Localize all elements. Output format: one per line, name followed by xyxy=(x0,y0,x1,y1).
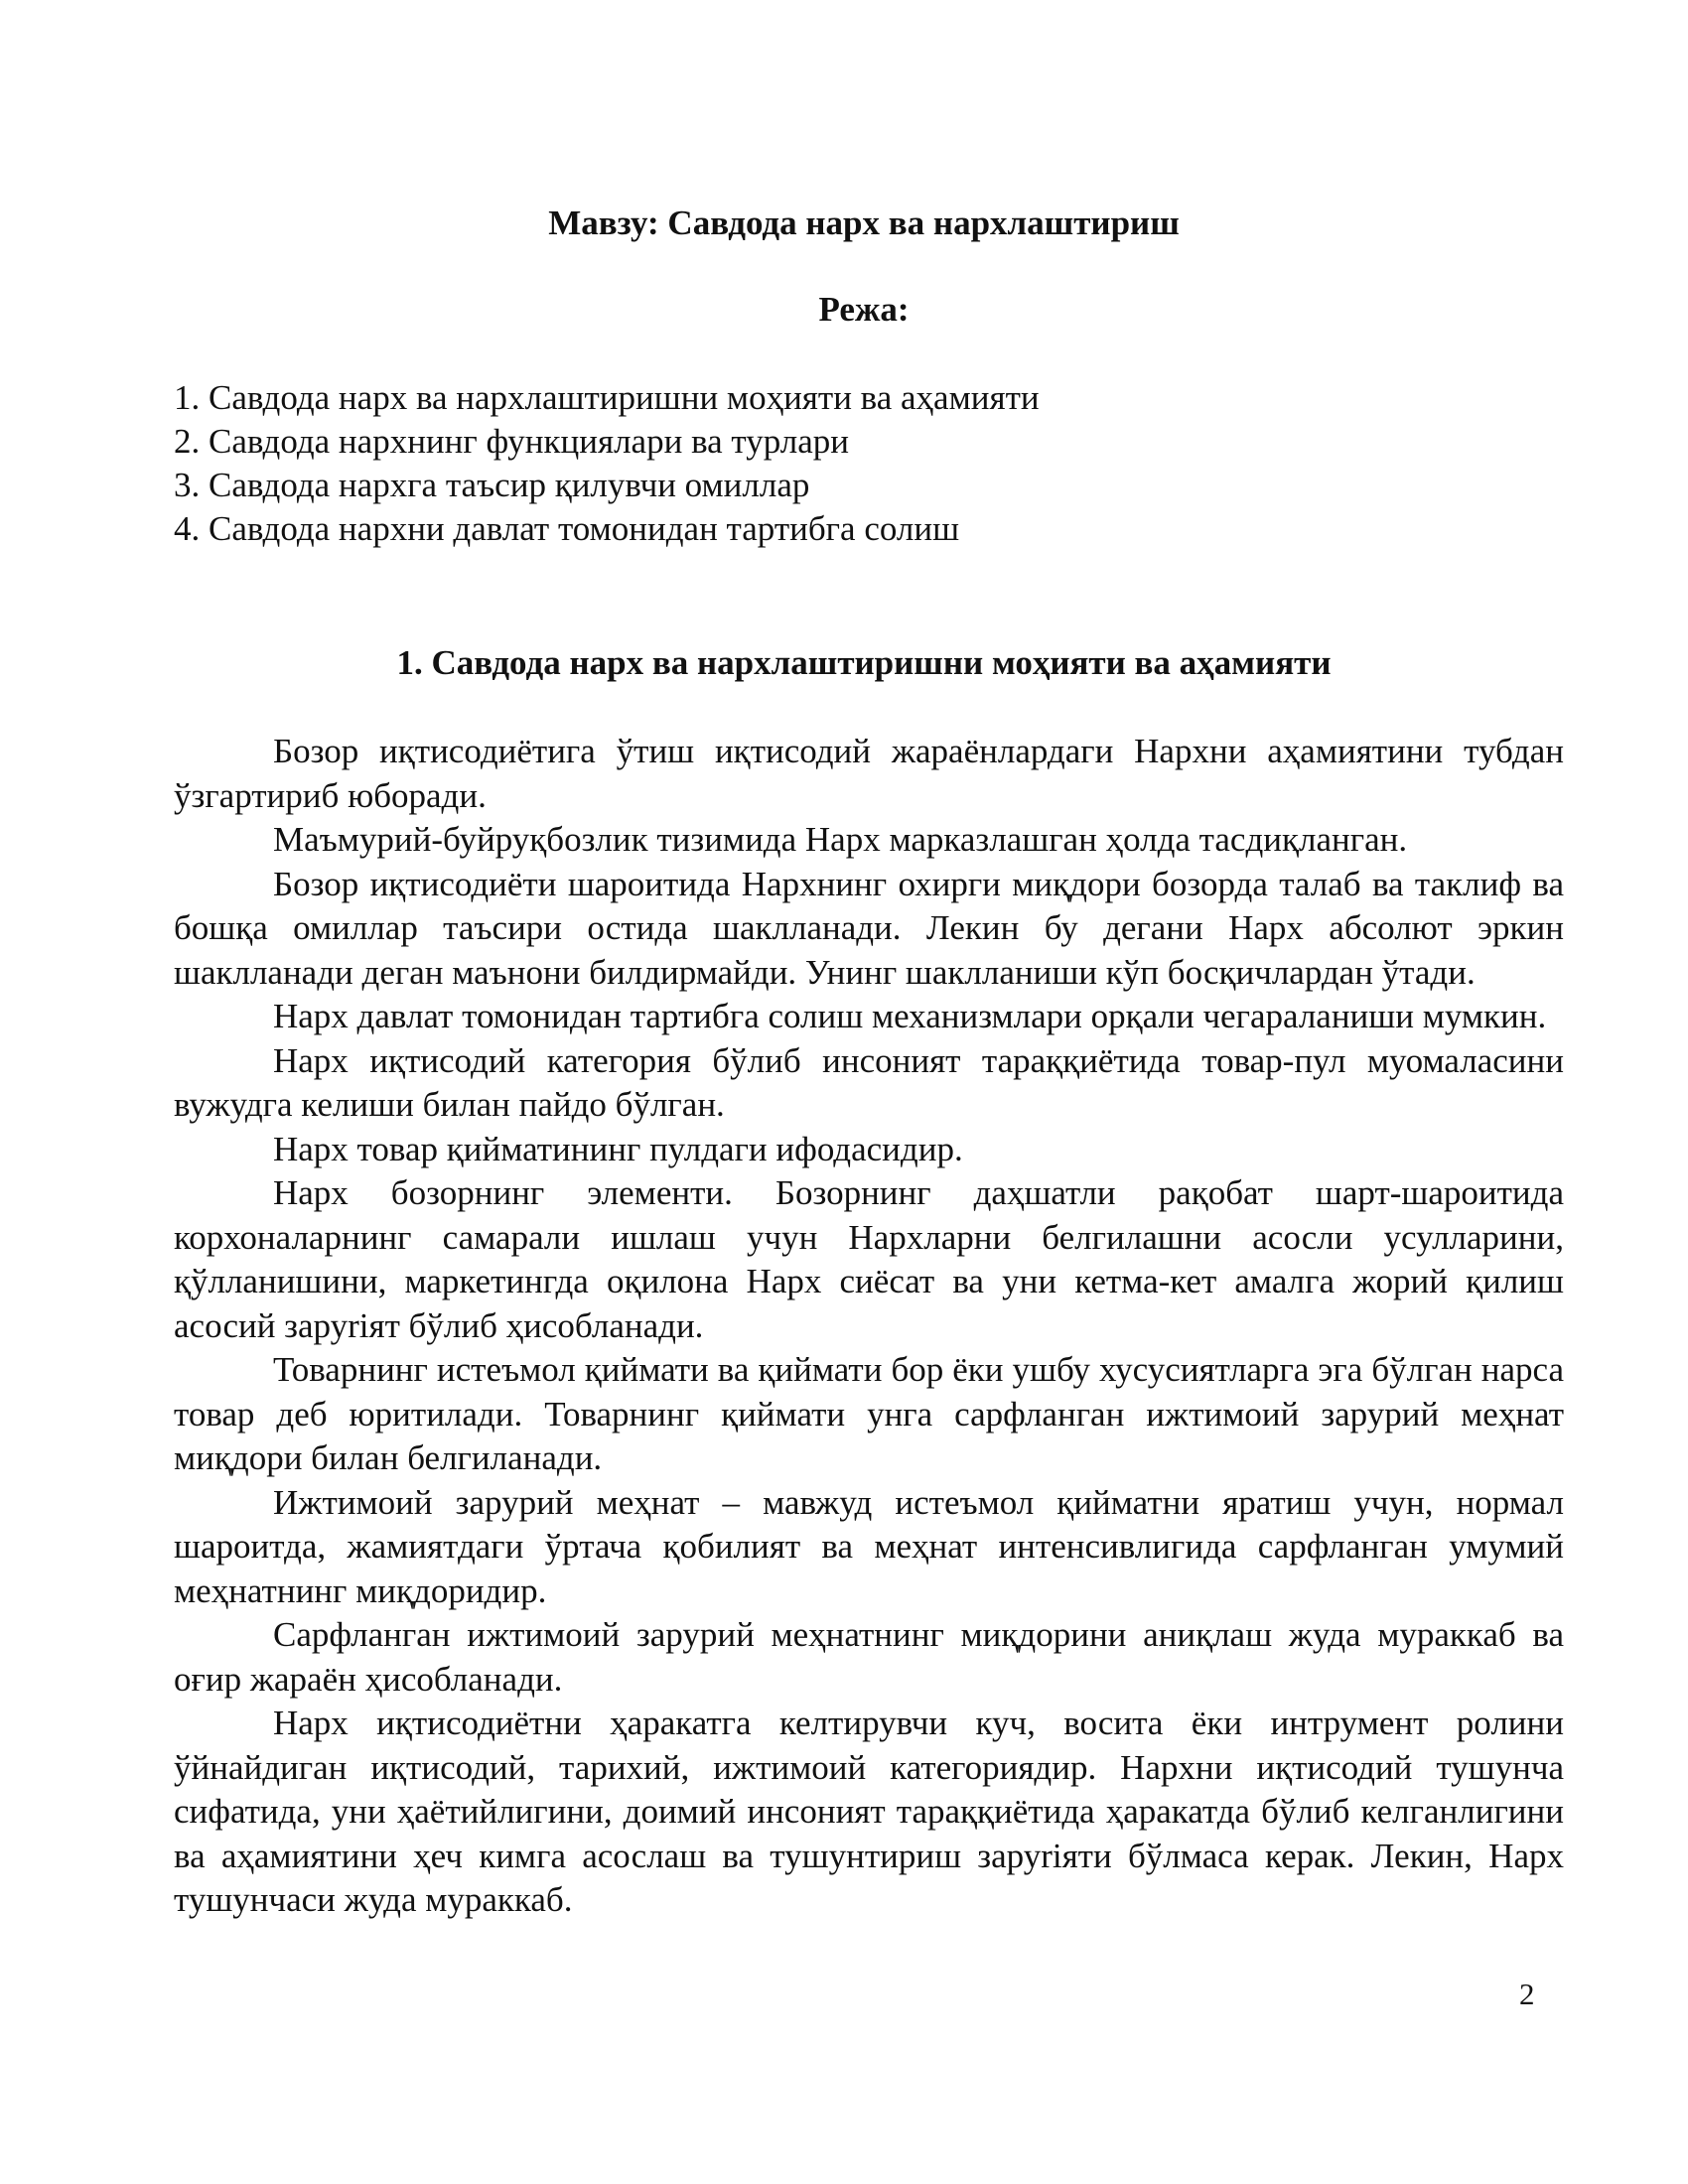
body-text xyxy=(174,730,1564,1923)
paragraph: Нарх давлат томонидан тартибга солиш механизмлари орқали чегараланиши мумкин. xyxy=(273,997,1547,1035)
paragraph: Нарх иқтисодиётни ҳаракатга келтирувчи куч, восита ёки интрумент ролини ўйнайдиган иқтисодий, тарихий, ижтимоий категориядир. Нархни иқтисодий тушунча сифатида, уни ҳаётийлигини, доимий инсоният тараққиётида ҳаракатда бўлиб келганлигини ва аҳамиятини ҳеч кимга асослаш ва тушунтириш заруriяти бўлмаса керак. Лекин, Нарх тушунчаси жуда мураккаб. xyxy=(174,1704,1564,1919)
plan-item: 2. Савдода нархнинг функциялари ва турлари xyxy=(174,422,850,461)
plan-item: 1. Савдода нарх ва нархлаштиришни моҳияти ва аҳамияти xyxy=(174,378,1040,417)
page-number: 2 xyxy=(1519,1977,1535,2011)
paragraph: Ижтимоий зарурий меҳнат – мавжуд истеъмол қийматни яратиш учун, нормал шароитда, жамиятдаги ўртача қобилият ва меҳнат интенсивлигида сарфланган умумий меҳнатнинг миқдоридир. xyxy=(174,1482,1564,1610)
paragraph: Нарх иқтисодий категория бўлиб инсоният тараққиётида товар-пул муомаласини вужудга келиши билан пайдо бўлган. xyxy=(174,1040,1564,1124)
paragraph: Бозор иқтисодиёти шароитида Нархнинг охирги миқдори бозорда талаб ва таклиф ва бошқа омиллар таъсири остида шаклланади. Лекин бу дегани Нарх абсолют эркин шаклланади деган маънони билдирмайди. Унинг шаклланиши кўп босқичлардан ўтади. xyxy=(174,864,1564,992)
plan-list xyxy=(174,376,1040,551)
section-heading: 1. Савдода нарх ва нархлаштиришни моҳияти ва аҳамияти xyxy=(396,643,1332,682)
paragraph: Маъмурий-буйруқбозлик тизимида Нарх марказлашган ҳолда тасдиқланган. xyxy=(273,820,1408,859)
paragraph: Нарх бозорнинг элементи. Бозорнинг даҳшатли рақобат шарт-шароитида корхоналарнинг самарали ишлаш учун Нархларни белгилашни асосли усулларини, қўлланишини, маркетингда оқилона Нарх сиёсат ва уни кетма-кет амалга жорий қилиш асосий заруriят бўлиб ҳисобланади. xyxy=(174,1173,1564,1345)
paragraph: Нарх товар қийматининг пулдаги ифодасидир. xyxy=(273,1129,963,1168)
plan-item: 3. Савдода нархга таъсир қилувчи омиллар xyxy=(174,466,810,504)
plan-heading: Режа: xyxy=(818,290,910,329)
page-title: Мавзу: Савдода нарх ва нархлаштириш xyxy=(548,204,1180,242)
plan-item: 4. Савдода нархни давлат томонидан тартибга солиш xyxy=(174,509,960,548)
paragraph: Товарнинг истеъмол қиймати ва қиймати бор ёки ушбу хусусиятларга эга бўлган нарса товар деб юритилади. Товарнинг қиймати унга сарфланган ижтимоий зарурий меҳнат миқдори билан белгиланади. xyxy=(174,1350,1564,1477)
paragraph: Сарфланган ижтимоий зарурий меҳнатнинг миқдорини аниқлаш жуда мураккаб ва оғир жараён ҳисобланади. xyxy=(174,1615,1564,1699)
paragraph: Бозор иқтисодиётига ўтиш иқтисодий жараёнлардаги Нархни аҳамиятини тубдан ўзгартириб юборади. xyxy=(174,732,1564,815)
